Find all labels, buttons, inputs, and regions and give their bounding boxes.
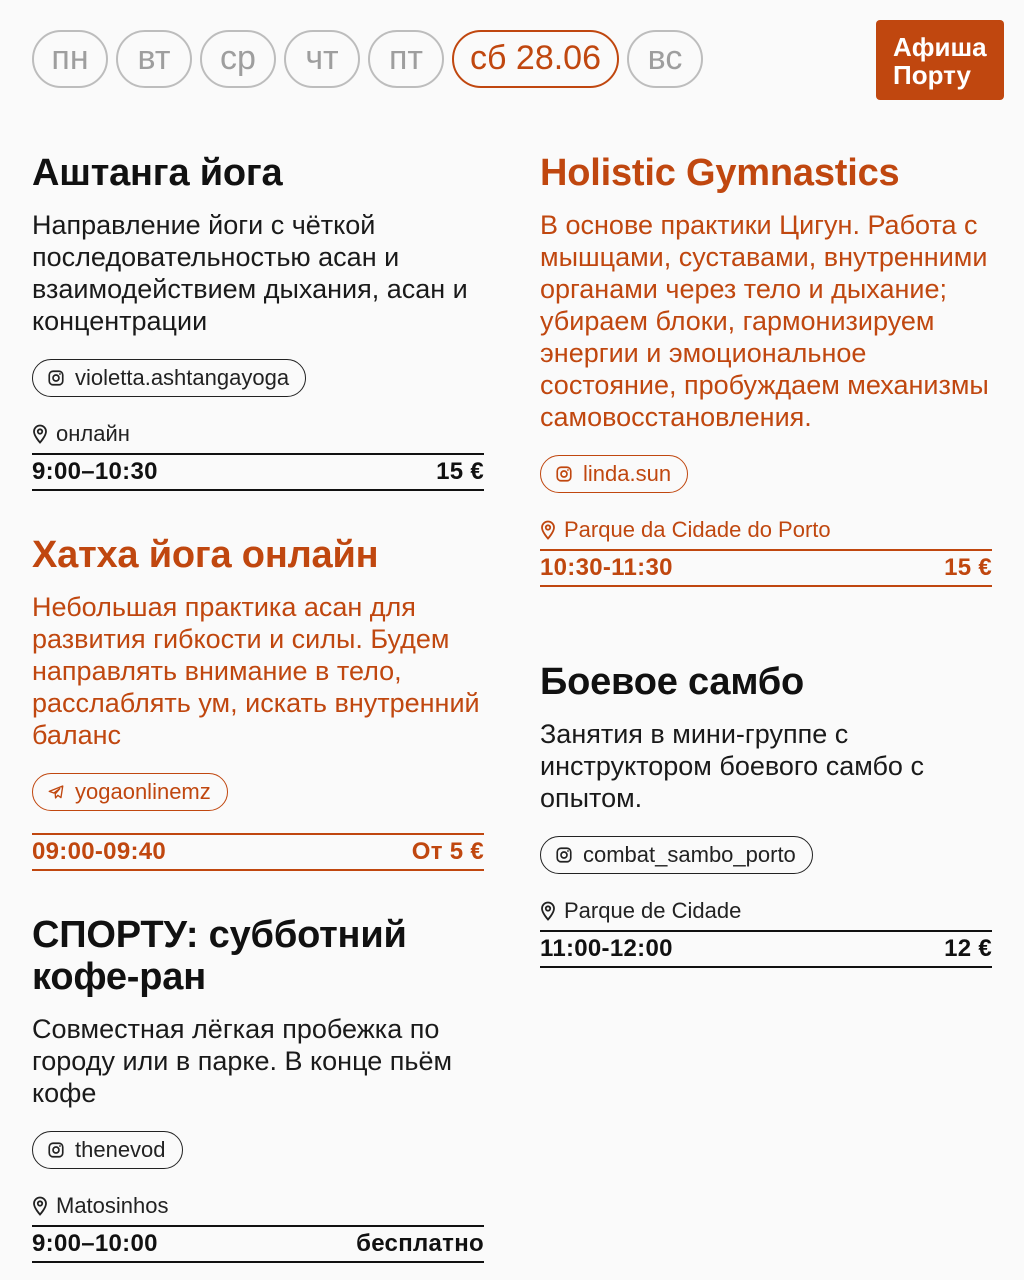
- event-title: СПОРТУ: субботний кофе-ран: [32, 914, 407, 998]
- event-description: В основе практики Цигун. Работа с мышцами, суставами, внутренними органами через тело и дыхание; убираем блоки, гармонизируем энергии и эмоциональное состояние, пробуждаем механизмы самовосстановления.: [540, 210, 989, 432]
- contact-handle: thenevod: [75, 1137, 166, 1162]
- event-schedule: [540, 549, 992, 587]
- event-schedule: [32, 453, 484, 491]
- location-pin-icon: [540, 901, 556, 921]
- instagram-link[interactable]: [540, 836, 813, 874]
- location-pin-icon: [32, 1196, 48, 1216]
- event-card: [32, 152, 484, 491]
- location-label: Parque da Cidade do Porto: [564, 517, 831, 542]
- event-time: 9:00–10:00: [32, 1230, 158, 1257]
- brand-logo: [876, 20, 1004, 100]
- event-card: [32, 914, 484, 1263]
- event-card: [540, 661, 992, 968]
- event-price: 12 €: [944, 935, 992, 962]
- event-location: [32, 421, 484, 447]
- event-time: 9:00–10:30: [32, 458, 158, 485]
- event-description: Небольшая практика асан для развития гибкости и силы. Будем направлять внимание в тело, расслаблять ум, искать внутренний баланс: [32, 592, 480, 750]
- location-pin-icon: [540, 520, 556, 540]
- event-location: [32, 1193, 484, 1219]
- event-card: [540, 152, 992, 587]
- event-title: Аштанга йога: [32, 152, 283, 194]
- event-title: Holistic Gymnastics: [540, 152, 900, 194]
- day-tab-wed[interactable]: ср: [200, 30, 276, 88]
- instagram-icon: [47, 369, 65, 387]
- instagram-icon: [47, 1141, 65, 1159]
- contact-handle: violetta.ashtangayoga: [75, 365, 290, 390]
- event-title: Боевое самбо: [540, 661, 805, 703]
- location-label: Matosinhos: [56, 1193, 169, 1218]
- day-tab-fri[interactable]: пт: [368, 30, 444, 88]
- day-tab-tue[interactable]: вт: [116, 30, 192, 88]
- event-price: бесплатно: [356, 1230, 484, 1257]
- event-location: [540, 517, 992, 543]
- event-location: [540, 898, 992, 924]
- location-pin-icon: [32, 424, 48, 444]
- event-card: [32, 534, 484, 871]
- telegram-icon: [47, 783, 65, 801]
- day-tab-sat[interactable]: сб 28.06: [452, 30, 619, 88]
- brand-line-1: Афиша: [893, 32, 987, 62]
- event-time: 11:00-12:00: [540, 935, 673, 962]
- telegram-link[interactable]: [32, 773, 228, 811]
- day-tab-mon[interactable]: пн: [32, 30, 108, 88]
- day-tab-thu[interactable]: чт: [284, 30, 360, 88]
- instagram-link[interactable]: [32, 1131, 183, 1169]
- instagram-icon: [555, 846, 573, 864]
- event-description: Занятия в мини-группе с инструктором боевого самбо с опытом.: [540, 719, 924, 813]
- instagram-link[interactable]: [540, 455, 688, 493]
- brand-line-2: Порту: [893, 60, 971, 90]
- location-label: онлайн: [56, 421, 130, 446]
- event-time: 10:30-11:30: [540, 554, 673, 581]
- day-selector: [32, 30, 703, 88]
- event-schedule: [540, 930, 992, 968]
- event-description: Совместная лёгкая пробежка по городу или в парке. В конце пьём кофе: [32, 1014, 453, 1108]
- instagram-link[interactable]: [32, 359, 306, 397]
- event-title: Хатха йога онлайн: [32, 534, 379, 576]
- contact-handle: linda.sun: [583, 461, 672, 486]
- event-time: 09:00-09:40: [32, 838, 167, 865]
- location-label: Parque de Cidade: [564, 898, 742, 923]
- event-description: Направление йоги с чёткой последовательностью асан и взаимодействием дыхания, асан и концентрации: [32, 210, 468, 336]
- event-price: От 5 €: [411, 838, 484, 865]
- contact-handle: combat_sambo_porto: [583, 842, 796, 867]
- day-tab-sun[interactable]: вс: [627, 30, 703, 88]
- instagram-icon: [555, 465, 573, 483]
- event-price: 15 €: [944, 554, 992, 581]
- event-schedule: [32, 833, 484, 871]
- contact-handle: yogaonlinemz: [75, 779, 211, 804]
- event-price: 15 €: [436, 458, 484, 485]
- event-schedule: [32, 1225, 484, 1263]
